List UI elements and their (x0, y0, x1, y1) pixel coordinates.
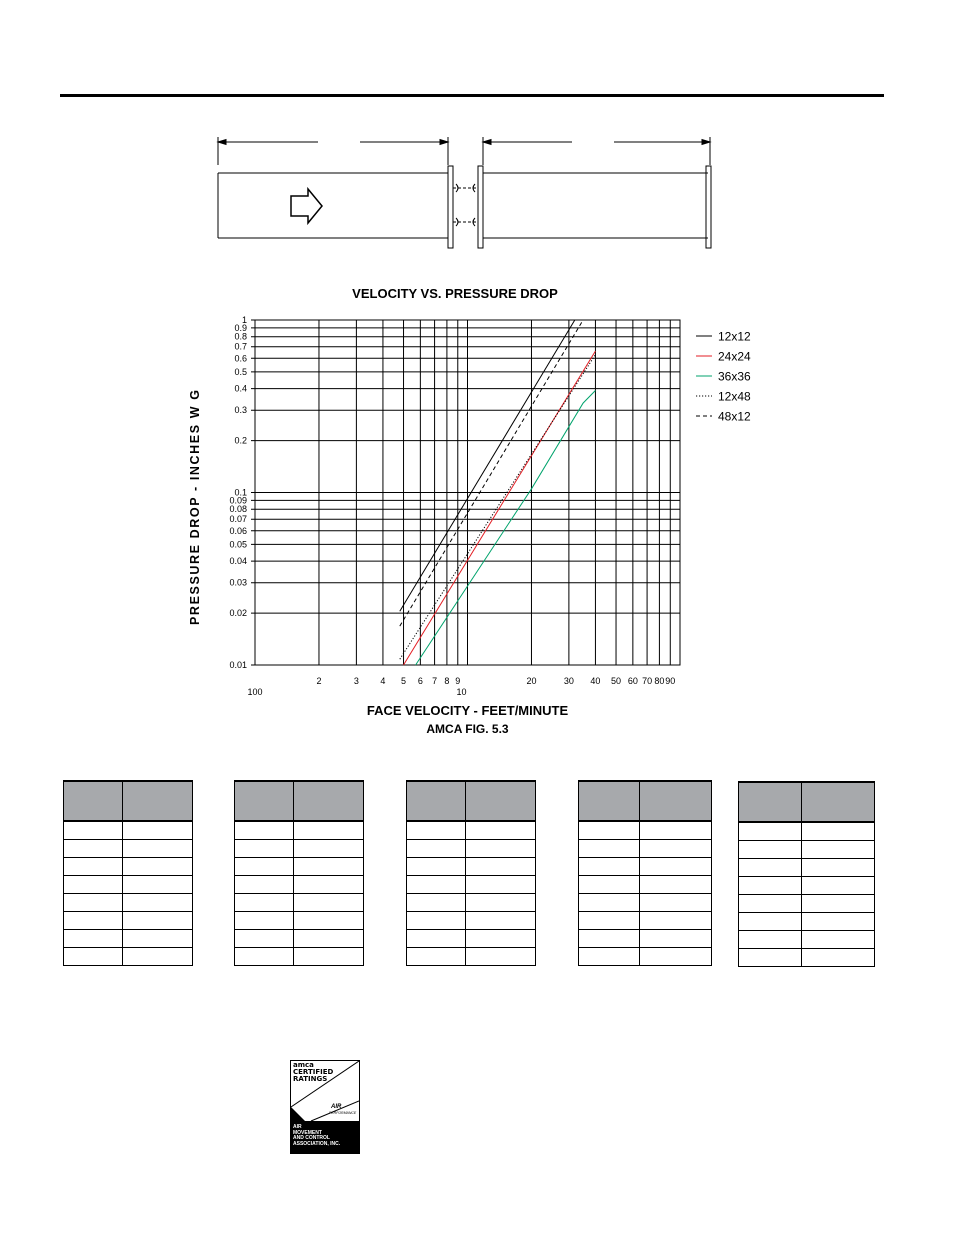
table-row (235, 821, 364, 840)
table-cell (235, 876, 294, 894)
series-line-24x24 (404, 351, 596, 665)
x-tick-label: 4 (380, 676, 386, 686)
legend-label-12x48: 12x48 (718, 389, 751, 404)
logo-line1: amca (293, 1061, 314, 1069)
table-cell (235, 840, 294, 858)
chart-legend (696, 330, 751, 424)
x-tick-label: 8 (444, 676, 450, 686)
table-cell (739, 913, 802, 931)
x-tick-label: 2 (316, 676, 322, 686)
table-cell (407, 948, 466, 966)
table-row (407, 840, 536, 858)
table-row (64, 840, 193, 858)
table-row (739, 859, 875, 877)
table-row (64, 930, 193, 948)
table-cell (579, 930, 640, 948)
table-cell (294, 821, 364, 840)
table-cell (123, 930, 193, 948)
table-cell (294, 876, 364, 894)
table-cell (801, 822, 874, 841)
table-header-cell (466, 781, 536, 821)
x-tick-label: 3 (353, 676, 359, 686)
table-cell (739, 931, 802, 949)
table-row (64, 912, 193, 930)
x-tick-label: 50 (611, 676, 622, 686)
data-table-2 (234, 780, 364, 966)
table-cell (739, 841, 802, 859)
table-cell (640, 948, 712, 966)
y-tick-label: 1 (241, 315, 247, 325)
table-row (739, 931, 875, 949)
table-row (407, 912, 536, 930)
table-cell (466, 821, 536, 840)
y-tick-label: 0.03 (229, 577, 247, 588)
table-cell (64, 894, 123, 912)
logo-org2: MOVEMENT (293, 1129, 322, 1136)
series-line-12x12 (400, 320, 575, 611)
table-cell (294, 912, 364, 930)
table-row (739, 822, 875, 841)
table-cell (466, 840, 536, 858)
amca-certified-ratings-seal (290, 1060, 360, 1154)
table-row (64, 894, 193, 912)
table-cell (466, 948, 536, 966)
table-cell (407, 876, 466, 894)
table-cell (739, 949, 802, 967)
table-cell (123, 912, 193, 930)
y-tick-label: 0.9 (234, 322, 247, 333)
table-cell (579, 894, 640, 912)
x-tick-label: 60 (627, 676, 638, 686)
table-cell (123, 821, 193, 840)
table-row (235, 912, 364, 930)
y-tick-label: 0.1 (234, 487, 247, 498)
table-row (407, 858, 536, 876)
x-tick-label: 100 (247, 687, 263, 697)
y-tick-label: 0.07 (229, 514, 247, 525)
table-cell (640, 876, 712, 894)
legend-label-24x24: 24x24 (718, 349, 751, 364)
table-cell (801, 841, 874, 859)
table-row (579, 948, 712, 966)
table-cell (579, 876, 640, 894)
table-cell (407, 858, 466, 876)
legend-label-36x36: 36x36 (718, 369, 751, 384)
table-cell (466, 858, 536, 876)
table-row (235, 930, 364, 948)
table-row (407, 876, 536, 894)
table-row (64, 821, 193, 840)
table-cell (123, 858, 193, 876)
x-tick-label: 7 (432, 676, 438, 686)
table-cell (579, 840, 640, 858)
table-row (64, 948, 193, 966)
table-cell (64, 821, 123, 840)
table-row (739, 877, 875, 895)
y-tick-label: 0.05 (229, 539, 247, 550)
y-tick-label: 0.8 (234, 331, 247, 342)
table-cell (579, 821, 640, 840)
x-tick-label: 30 (563, 676, 574, 686)
data-table-3 (406, 780, 536, 966)
table-row (407, 894, 536, 912)
table-header-cell (640, 781, 712, 821)
y-tick-label: 0.7 (234, 341, 247, 352)
table-cell (640, 930, 712, 948)
table-cell (407, 912, 466, 930)
x-tick-label: 80 (654, 676, 665, 686)
y-tick-label: 0.04 (229, 556, 247, 567)
table-row (579, 912, 712, 930)
logo-air: AIR (331, 1104, 342, 1110)
logo-org1: AIR (293, 1124, 302, 1130)
table-cell (407, 894, 466, 912)
table-cell (466, 912, 536, 930)
y-axis-label: PRESSURE DROP - INCHES W G (188, 388, 202, 625)
series-line-48x12 (400, 320, 583, 626)
table-cell (294, 948, 364, 966)
y-tick-label: 0.6 (234, 353, 247, 364)
table-cell (466, 876, 536, 894)
table-cell (579, 948, 640, 966)
table-cell (235, 930, 294, 948)
table-row (235, 948, 364, 966)
table-header-cell (64, 781, 123, 821)
table-row (235, 894, 364, 912)
y-tick-label: 0.08 (229, 504, 247, 515)
table-row (407, 930, 536, 948)
table-cell (640, 894, 712, 912)
table-cell (64, 840, 123, 858)
x-tick-label: 40 (590, 676, 601, 686)
table-header-cell (294, 781, 364, 821)
x-tick-label: 20 (526, 676, 537, 686)
table-header-cell (801, 782, 874, 822)
x-tick-label: 10 (456, 687, 467, 697)
table-row (739, 895, 875, 913)
table-cell (739, 895, 802, 913)
table-cell (235, 948, 294, 966)
table-cell (294, 930, 364, 948)
table-cell (801, 913, 874, 931)
y-tick-label: 0.02 (229, 608, 247, 619)
table-cell (407, 930, 466, 948)
table-row (579, 894, 712, 912)
table-cell (64, 858, 123, 876)
table-cell (640, 912, 712, 930)
table-cell (64, 948, 123, 966)
chart-title: VELOCITY VS. PRESSURE DROP (352, 286, 558, 301)
legend-label-12x12: 12x12 (718, 329, 751, 344)
table-cell (294, 840, 364, 858)
table-cell (579, 858, 640, 876)
table-cell (801, 931, 874, 949)
table-cell (579, 912, 640, 930)
table-cell (801, 877, 874, 895)
table-row (64, 876, 193, 894)
x-tick-label: 5 (401, 676, 407, 686)
table-header-cell (235, 781, 294, 821)
table-cell (64, 930, 123, 948)
table-row (407, 821, 536, 840)
logo-air-sub: PERFORMANCE (329, 1111, 357, 1115)
table-row (407, 948, 536, 966)
table-row (579, 876, 712, 894)
y-tick-label: 0.4 (234, 383, 247, 394)
x-tick-label: 90 (665, 676, 676, 686)
legend-label-48x12: 48x12 (718, 409, 751, 424)
table-header-cell (123, 781, 193, 821)
table-cell (801, 949, 874, 967)
x-tick-label: 9 (455, 676, 461, 686)
table-cell (235, 821, 294, 840)
table-row (579, 840, 712, 858)
table-row (64, 858, 193, 876)
table-cell (739, 877, 802, 895)
table-header-cell (407, 781, 466, 821)
x-tick-label: 70 (642, 676, 653, 686)
table-cell (801, 859, 874, 877)
table-cell (739, 822, 802, 841)
y-tick-label: 0.2 (234, 435, 247, 446)
table-row (235, 876, 364, 894)
table-cell (235, 894, 294, 912)
y-tick-label: 0.06 (229, 525, 247, 536)
table-cell (294, 894, 364, 912)
table-cell (123, 948, 193, 966)
table-header-cell (579, 781, 640, 821)
x-axis-label: FACE VELOCITY - FEET/MINUTE (366, 703, 569, 718)
table-row (579, 930, 712, 948)
data-table-1 (63, 780, 193, 966)
table-cell (407, 840, 466, 858)
table-cell (466, 930, 536, 948)
data-table-4 (578, 780, 712, 966)
table-cell (64, 876, 123, 894)
table-row (235, 858, 364, 876)
data-table-5 (738, 781, 875, 967)
table-cell (123, 894, 193, 912)
y-tick-label: 0.01 (229, 660, 247, 670)
y-tick-label: 0.5 (234, 366, 247, 377)
table-row (739, 949, 875, 967)
y-tick-label: 0.3 (234, 405, 247, 416)
logo-line3: RATINGS (293, 1075, 328, 1083)
table-row (579, 821, 712, 840)
table-header-cell (739, 782, 802, 822)
table-row (579, 858, 712, 876)
logo-org4: ASSOCIATION, INC. (293, 1140, 341, 1147)
table-row (235, 840, 364, 858)
table-cell (64, 912, 123, 930)
chart-grid (251, 320, 680, 665)
table-cell (294, 858, 364, 876)
table-cell (123, 876, 193, 894)
table-cell (466, 894, 536, 912)
table-cell (739, 859, 802, 877)
logo-org3: AND CONTROL (293, 1135, 330, 1141)
table-cell (123, 840, 193, 858)
table-cell (407, 821, 466, 840)
logo-line2: CERTIFIED (293, 1068, 334, 1076)
table-cell (235, 858, 294, 876)
table-cell (640, 858, 712, 876)
table-cell (801, 895, 874, 913)
figure-caption: AMCA FIG. 5.3 (426, 722, 509, 736)
table-row (739, 841, 875, 859)
table-cell (640, 821, 712, 840)
y-tick-label: 0.09 (229, 495, 247, 506)
table-cell (235, 912, 294, 930)
table-cell (640, 840, 712, 858)
x-tick-label: 6 (417, 676, 423, 686)
table-row (739, 913, 875, 931)
